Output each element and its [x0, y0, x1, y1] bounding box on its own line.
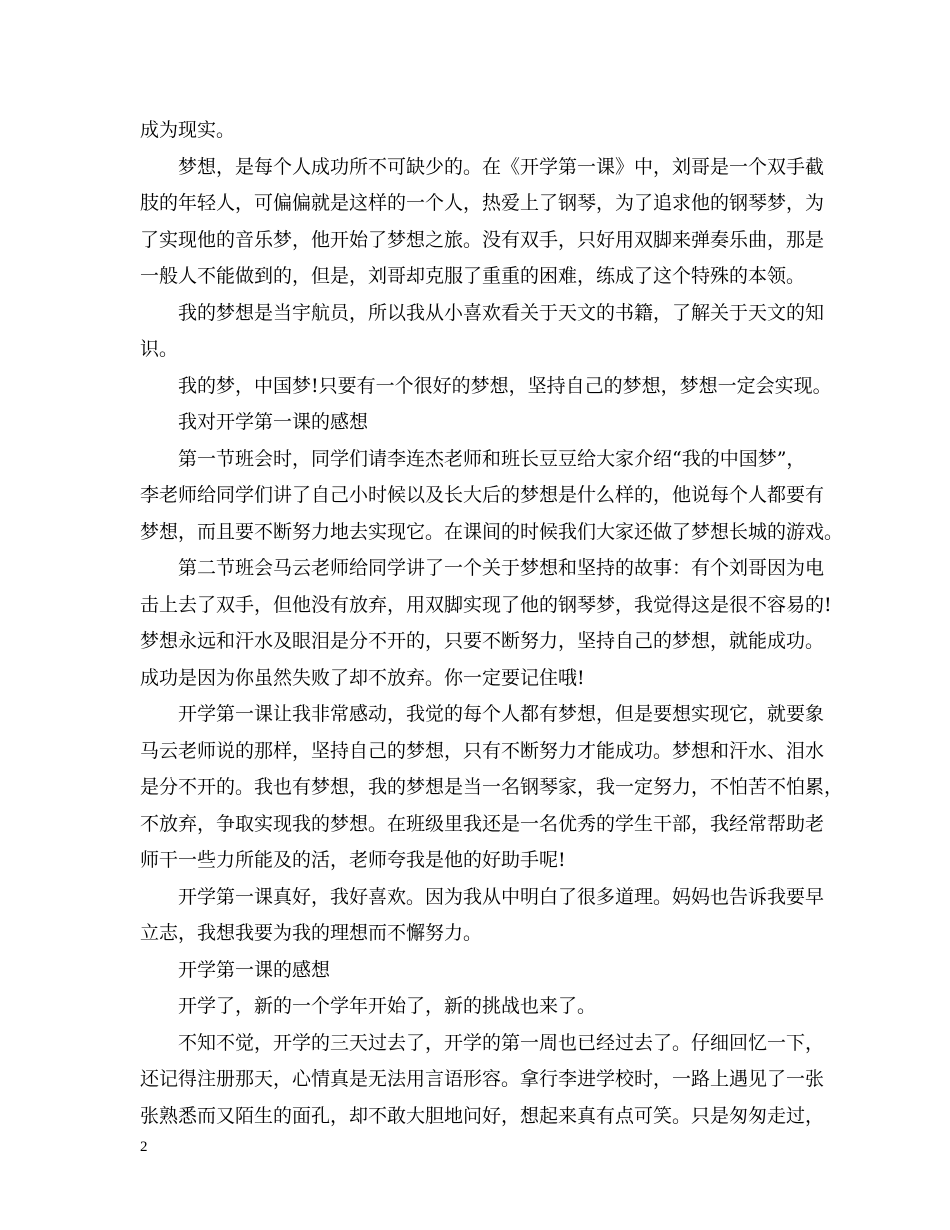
text-line: 成为现实。	[140, 119, 236, 141]
text-line: 第一节班会时，同学们请李连杰老师和班长豆豆给大家介绍“我的中国梦”，	[178, 447, 806, 470]
page-number: 2	[140, 1139, 148, 1155]
text-line: 马云老师说的那样，坚持自己的梦想，只有不断努力才能成功。梦想和汗水、泪水	[140, 739, 825, 762]
text-line: 梦想，是每个人成功所不可缺少的。在《开学第一课》中，刘哥是一个双手截	[178, 155, 825, 178]
text-line: 立志，我想我要为我的理想而不懈努力。	[140, 922, 483, 944]
text-line: 李老师给同学们讲了自己小时候以及长大后的梦想是什么样的，他说每个人都要有	[140, 484, 825, 506]
text-line: 我的梦想是当宇航员，所以我从小喜欢看关于天文的书籍，了解关于天文的知	[178, 301, 825, 324]
text-line: 我对开学第一课的感想	[178, 411, 369, 433]
text-line: 开学第一课让我非常感动，我觉的每个人都有梦想，但是要想实现它，就要象	[178, 703, 825, 725]
text-line: 师干一些力所能及的活，老师夸我是他的好助手呢!	[140, 849, 566, 871]
text-line: 第二节班会马云老师给同学讲了一个关于梦想和坚持的故事：有个刘哥因为电	[178, 557, 825, 579]
text-line: 梦想永远和汗水及眼泪是分不开的，只要不断努力，坚持自己的梦想，就能成功。	[140, 630, 825, 652]
text-line: 一般人不能做到的，但是，刘哥却克服了重重的困难，练成了这个特殊的本领。	[140, 265, 806, 287]
text-line: 成功是因为你虽然失败了却不放弃。你一定要记住哦!	[140, 666, 585, 689]
text-line: 肢的年轻人，可偏偏就是这样的一个人，热爱上了钢琴，为了追求他的钢琴梦，为	[140, 192, 825, 214]
text-line: 不知不觉，开学的三天过去了，开学的第一周也已经过去了。仔细回忆一下，	[178, 1031, 825, 1054]
text-line: 了实现他的音乐梦，他开始了梦想之旅。没有双手，只好用双脚来弹奏乐曲，那是	[140, 228, 825, 251]
text-line: 是分不开的。我也有梦想，我的梦想是当一名钢琴家，我一定努力，不怕苦不怕累，	[140, 776, 844, 798]
text-line: 我的梦，中国梦!只要有一个很好的梦想，坚持自己的梦想，梦想一定会实现。	[178, 374, 832, 397]
text-line: 开学了，新的一个学年开始了，新的挑战也来了。	[178, 995, 597, 1017]
text-line: 张熟悉而又陌生的面孔，却不敢大胆地问好，想起来真有点可笑。只是匆匆走过，	[140, 1104, 825, 1127]
text-line: 梦想，而且要不断努力地去实现它。在课间的时候我们大家还做了梦想长城的游戏。	[140, 520, 844, 543]
text-line: 击上去了双手，但他没有放弃，用双脚实现了他的钢琴梦，我觉得这是很不容易的!	[140, 593, 832, 616]
text-line: 开学第一课的感想	[178, 958, 331, 981]
text-line: 识。	[140, 338, 179, 360]
text-line: 还记得注册那天，心情真是无法用言语形容。拿行李进学校时，一路上遇见了一张	[140, 1068, 825, 1090]
text-line: 开学第一课真好，我好喜欢。因为我从中明白了很多道理。妈妈也告诉我要早	[178, 885, 825, 908]
document-body	[140, 112, 844, 1134]
text-line: 不放弃，争取实现我的梦想。在班级里我还是一名优秀的学生干部，我经常帮助老	[140, 812, 825, 835]
